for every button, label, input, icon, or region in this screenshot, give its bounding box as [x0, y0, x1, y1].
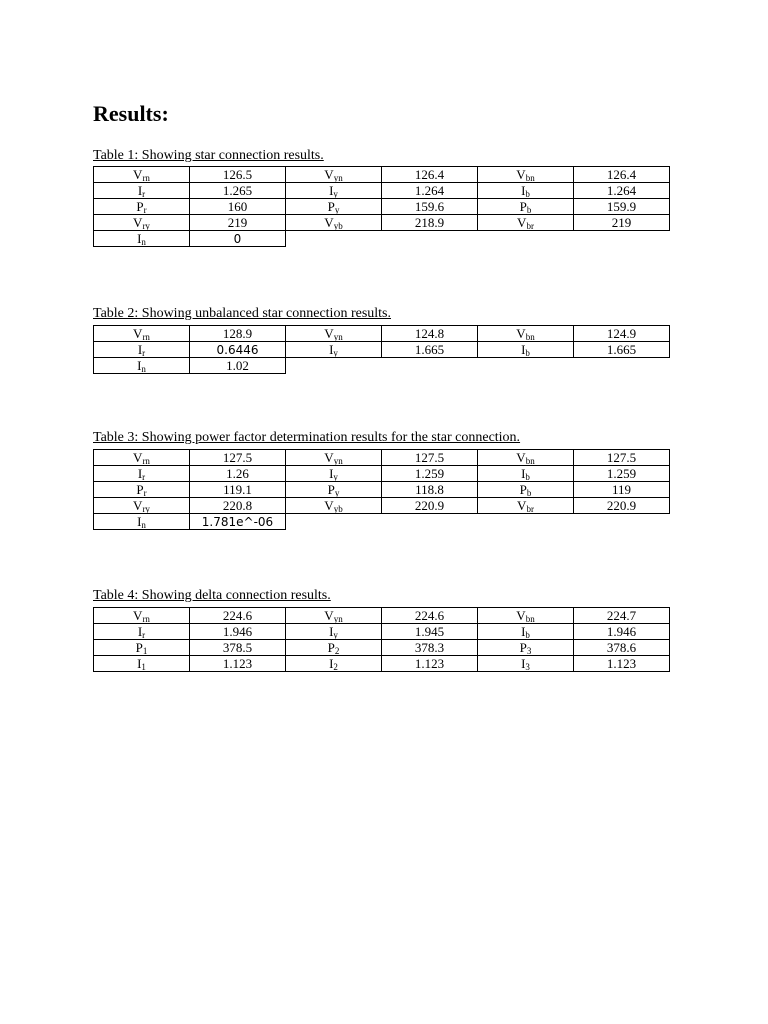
quantity-subscript: ry	[142, 220, 150, 231]
value-cell: 1.123	[574, 656, 670, 672]
quantity-symbol: V	[324, 166, 334, 182]
value-cell: 1.264	[574, 183, 670, 199]
value-cell: 118.8	[382, 482, 478, 498]
quantity-subscript: y	[334, 487, 340, 498]
table-row	[94, 498, 670, 514]
quantity-label-cell	[478, 482, 574, 498]
quantity-subscript: y	[333, 471, 338, 482]
quantity-label-cell	[286, 342, 382, 358]
quantity-label-cell	[286, 482, 382, 498]
value-cell: 224.6	[382, 608, 478, 624]
quantity-subscript: r	[143, 204, 147, 215]
quantity-symbol: I	[329, 623, 334, 639]
quantity-symbol: V	[516, 607, 526, 623]
quantity-label-cell	[478, 608, 574, 624]
value-cell: 224.7	[574, 608, 670, 624]
quantity-subscript: n	[141, 519, 146, 530]
table-row	[94, 656, 670, 672]
quantity-symbol: I	[137, 357, 142, 373]
value-cell: 1.665	[382, 342, 478, 358]
value-cell: 224.6	[190, 608, 286, 624]
quantity-symbol: I	[521, 465, 526, 481]
table-row	[94, 450, 670, 466]
quantity-symbol: I	[521, 623, 526, 639]
quantity-subscript: bn	[525, 331, 535, 342]
value-cell: 126.4	[382, 167, 478, 183]
table-row	[94, 358, 670, 374]
quantity-symbol: V	[517, 214, 527, 230]
value-cell: 1.26	[190, 466, 286, 482]
quantity-subscript: b	[525, 629, 530, 640]
quantity-label-cell	[286, 199, 382, 215]
quantity-symbol: P	[327, 481, 335, 497]
quantity-subscript: b	[525, 471, 530, 482]
quantity-label-cell	[94, 514, 190, 530]
quantity-subscript: n	[141, 236, 146, 247]
quantity-label-cell	[286, 183, 382, 199]
quantity-subscript: b	[526, 204, 532, 215]
quantity-label-cell	[94, 183, 190, 199]
table-4	[93, 607, 670, 672]
quantity-subscript: y	[333, 629, 338, 640]
quantity-label-cell	[286, 656, 382, 672]
quantity-symbol: I	[137, 341, 143, 357]
table-3-caption: Table 3: Showing power factor determination results for the star connection.	[93, 430, 521, 445]
quantity-label-cell	[94, 167, 190, 183]
table-row	[94, 167, 670, 183]
quantity-subscript: 3	[526, 645, 532, 656]
value-cell: 220.8	[190, 498, 286, 514]
value-cell: 1.265	[190, 183, 286, 199]
table-row	[94, 466, 670, 482]
value-cell: 218.9	[382, 215, 478, 231]
quantity-subscript: 2	[333, 661, 338, 672]
quantity-symbol: I	[521, 655, 526, 671]
quantity-label-cell	[478, 215, 574, 231]
quantity-symbol: I	[329, 655, 334, 671]
quantity-subscript: 1	[142, 645, 148, 656]
table-row	[94, 199, 670, 215]
quantity-symbol: I	[137, 513, 142, 529]
quantity-symbol: V	[516, 325, 526, 341]
quantity-symbol: V	[133, 497, 143, 513]
quantity-symbol: V	[133, 449, 143, 465]
value-cell: 127.5	[190, 450, 286, 466]
quantity-subscript: y	[333, 188, 338, 199]
quantity-subscript: n	[141, 363, 146, 374]
value-cell: 126.5	[190, 167, 286, 183]
quantity-label-cell	[94, 466, 190, 482]
quantity-symbol: P	[519, 639, 527, 655]
value-cell: 159.6	[382, 199, 478, 215]
quantity-label-cell	[94, 358, 190, 374]
quantity-subscript: 1	[141, 661, 146, 672]
quantity-subscript: bn	[525, 172, 535, 183]
value-cell: 1.259	[382, 466, 478, 482]
quantity-symbol: V	[516, 449, 526, 465]
quantity-subscript: 3	[525, 661, 530, 672]
quantity-label-cell	[286, 608, 382, 624]
quantity-symbol: V	[324, 607, 334, 623]
table-4-caption: Table 4: Showing delta connection results.	[93, 588, 331, 603]
quantity-label-cell	[286, 498, 382, 514]
table-row	[94, 342, 670, 358]
quantity-label-cell	[94, 482, 190, 498]
quantity-label-cell	[478, 498, 574, 514]
quantity-symbol: P	[135, 639, 143, 655]
quantity-symbol: V	[133, 607, 143, 623]
quantity-subscript: y	[333, 347, 338, 358]
table-row	[94, 624, 670, 640]
quantity-symbol: I	[329, 465, 334, 481]
quantity-label-cell	[478, 167, 574, 183]
value-cell: 1.945	[382, 624, 478, 640]
quantity-symbol: P	[136, 198, 144, 214]
quantity-symbol: P	[327, 639, 335, 655]
quantity-label-cell	[478, 342, 574, 358]
quantity-subscript: rn	[142, 455, 150, 466]
quantity-subscript: y	[334, 204, 340, 215]
value-cell: 0	[190, 231, 286, 247]
quantity-symbol: I	[137, 655, 142, 671]
table-row	[94, 326, 670, 342]
table-row	[94, 482, 670, 498]
value-cell: 127.5	[382, 450, 478, 466]
quantity-label-cell	[94, 640, 190, 656]
quantity-symbol: V	[133, 325, 143, 341]
quantity-subscript: br	[526, 220, 534, 231]
quantity-symbol: I	[521, 341, 526, 357]
quantity-subscript: r	[142, 188, 146, 199]
quantity-subscript: rn	[142, 331, 150, 342]
quantity-label-cell	[478, 656, 574, 672]
quantity-label-cell	[478, 466, 574, 482]
value-cell: 1.264	[382, 183, 478, 199]
quantity-label-cell	[94, 624, 190, 640]
quantity-symbol: I	[329, 341, 334, 357]
quantity-subscript: yn	[333, 613, 343, 624]
value-cell: 220.9	[382, 498, 478, 514]
value-cell: 1.781e^-06	[190, 514, 286, 530]
quantity-subscript: r	[142, 629, 146, 640]
value-cell: 128.9	[190, 326, 286, 342]
quantity-symbol: P	[136, 481, 144, 497]
results-heading: Results:	[93, 101, 169, 126]
quantity-symbol: I	[137, 182, 143, 198]
quantity-subscript: ry	[142, 503, 150, 514]
quantity-symbol: V	[324, 497, 334, 513]
value-cell: 1.02	[190, 358, 286, 374]
quantity-label-cell	[478, 199, 574, 215]
quantity-symbol: P	[327, 198, 335, 214]
value-cell: 119.1	[190, 482, 286, 498]
quantity-subscript: r	[142, 347, 146, 358]
value-cell: 378.3	[382, 640, 478, 656]
value-cell: 219	[190, 215, 286, 231]
quantity-label-cell	[286, 326, 382, 342]
quantity-subscript: bn	[525, 613, 535, 624]
quantity-subscript: br	[526, 503, 534, 514]
value-cell: 1.946	[574, 624, 670, 640]
value-cell: 160	[190, 199, 286, 215]
value-cell: 378.5	[190, 640, 286, 656]
value-cell: 124.9	[574, 326, 670, 342]
table-1-caption: Table 1: Showing star connection results.	[93, 148, 324, 163]
quantity-label-cell	[94, 450, 190, 466]
quantity-label-cell	[94, 231, 190, 247]
table-3	[93, 449, 670, 530]
table-row	[94, 640, 670, 656]
quantity-label-cell	[286, 167, 382, 183]
table-row	[94, 231, 670, 247]
quantity-subscript: yb	[333, 503, 343, 514]
quantity-symbol: V	[517, 497, 527, 513]
quantity-label-cell	[478, 640, 574, 656]
quantity-label-cell	[94, 608, 190, 624]
quantity-symbol: I	[137, 623, 143, 639]
table-row	[94, 608, 670, 624]
value-cell: 378.6	[574, 640, 670, 656]
quantity-subscript: b	[525, 188, 530, 199]
quantity-subscript: yn	[333, 455, 343, 466]
quantity-subscript: bn	[525, 455, 535, 466]
quantity-subscript: b	[526, 487, 532, 498]
value-cell: 1.123	[382, 656, 478, 672]
quantity-label-cell	[94, 215, 190, 231]
quantity-symbol: I	[137, 230, 142, 246]
quantity-label-cell	[286, 450, 382, 466]
quantity-label-cell	[478, 450, 574, 466]
value-cell: 119	[574, 482, 670, 498]
value-cell: 126.4	[574, 167, 670, 183]
quantity-subscript: b	[525, 347, 530, 358]
quantity-symbol: P	[519, 198, 527, 214]
quantity-label-cell	[94, 199, 190, 215]
quantity-symbol: I	[521, 182, 526, 198]
table-row	[94, 183, 670, 199]
quantity-label-cell	[286, 215, 382, 231]
quantity-subscript: 2	[334, 645, 340, 656]
value-cell: 127.5	[574, 450, 670, 466]
value-cell: 159.9	[574, 199, 670, 215]
table-2-caption: Table 2: Showing unbalanced star connection results.	[93, 306, 391, 321]
value-cell: 1.946	[190, 624, 286, 640]
value-cell: 219	[574, 215, 670, 231]
quantity-symbol: V	[516, 166, 526, 182]
value-cell: 124.8	[382, 326, 478, 342]
quantity-symbol: V	[324, 325, 334, 341]
quantity-label-cell	[286, 640, 382, 656]
quantity-label-cell	[286, 466, 382, 482]
quantity-label-cell	[94, 656, 190, 672]
table-2	[93, 325, 670, 374]
quantity-subscript: rn	[142, 172, 150, 183]
value-cell: 1.123	[190, 656, 286, 672]
table-1	[93, 166, 670, 247]
quantity-symbol: I	[329, 182, 334, 198]
quantity-symbol: I	[137, 465, 143, 481]
value-cell: 1.259	[574, 466, 670, 482]
quantity-subscript: rn	[142, 613, 150, 624]
quantity-label-cell	[94, 342, 190, 358]
quantity-label-cell	[478, 183, 574, 199]
quantity-label-cell	[478, 326, 574, 342]
quantity-subscript: r	[142, 471, 146, 482]
quantity-subscript: yn	[333, 331, 343, 342]
quantity-label-cell	[478, 624, 574, 640]
value-cell: 1.665	[574, 342, 670, 358]
quantity-subscript: r	[143, 487, 147, 498]
table-row	[94, 215, 670, 231]
quantity-symbol: V	[324, 449, 334, 465]
quantity-symbol: V	[133, 166, 143, 182]
value-cell: 0.6446	[190, 342, 286, 358]
value-cell: 220.9	[574, 498, 670, 514]
quantity-label-cell	[94, 326, 190, 342]
quantity-label-cell	[94, 498, 190, 514]
quantity-symbol: V	[133, 214, 143, 230]
quantity-label-cell	[286, 624, 382, 640]
quantity-symbol: P	[519, 481, 527, 497]
quantity-subscript: yn	[333, 172, 343, 183]
quantity-symbol: V	[324, 214, 334, 230]
table-row	[94, 514, 670, 530]
quantity-subscript: yb	[333, 220, 343, 231]
